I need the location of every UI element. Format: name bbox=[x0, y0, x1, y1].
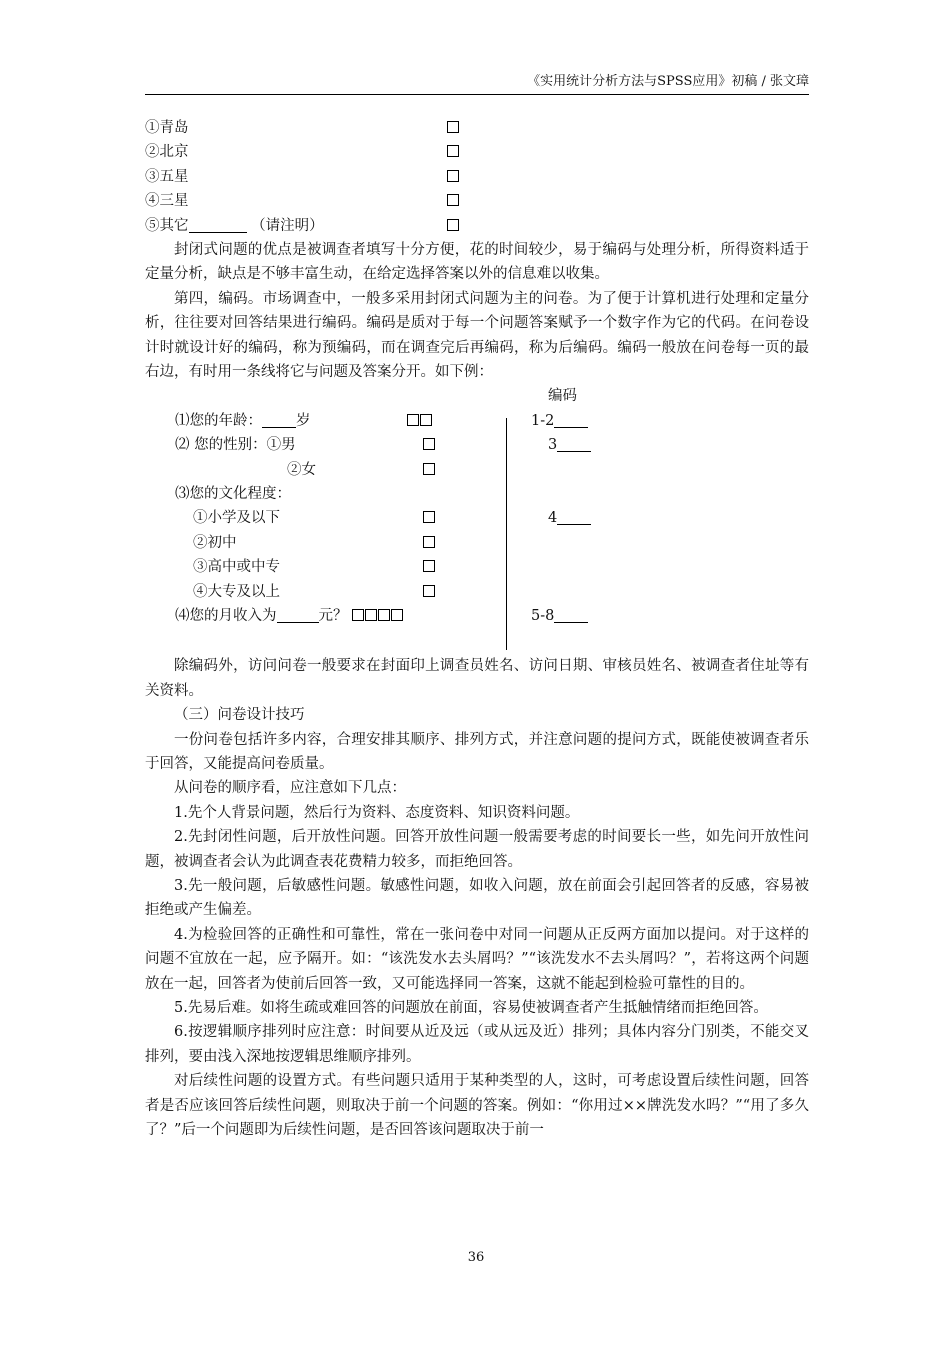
checkbox-icon bbox=[423, 458, 436, 482]
paragraph: 除编码外，访问问卷一般要求在封面印上调查员姓名、访问日期、审核员姓名、被调查者住址等有关资料。 bbox=[145, 658, 809, 699]
list-item: 1.先个人背景问题，然后行为资料、态度资料、知识资料问题。 bbox=[174, 804, 580, 821]
question-option bbox=[145, 458, 809, 482]
checkbox-icon bbox=[447, 165, 460, 189]
option-label: ③高中或中专 bbox=[193, 559, 280, 576]
option-label: ①小学及以下 bbox=[193, 510, 280, 527]
checkbox-icon bbox=[423, 531, 436, 555]
question-option bbox=[145, 580, 809, 604]
question-label: ⑶您的文化程度： bbox=[175, 485, 291, 502]
checkbox-icon bbox=[447, 116, 460, 140]
paragraph: 第四，编码。市场调查中，一般多采用封闭式问题为主的问卷。为了便于计算机进行处理和定量分析，往往要对回答结果进行编码。编码是质对于每一个问题答案赋予一个数字作为它的代码。在问卷设计时就设计好的编码，称为预编码，而在调查完后再编码，称为后编码。编码一般放在问卷每一页的最右边，有时用一条线将它与问题及答案分开。如下例： bbox=[145, 290, 809, 380]
fill-blank bbox=[262, 411, 296, 428]
question-label: ⑴您的年龄： bbox=[175, 412, 262, 429]
question-option bbox=[145, 506, 809, 530]
list-item: 2.先封闭性问题，后开放性问题。回答开放性问题一般需要考虑的时间要长一些，如先问开放性问题，被调查者会认为此调查表花费精力较多，而拒绝回答。 bbox=[145, 829, 809, 870]
list-item: 5.先易后难。如将生疏或难回答的问题放在前面，容易使被调查者产生抵触情绪而拒绝回答。 bbox=[174, 1000, 768, 1017]
checkbox-icon bbox=[423, 433, 436, 457]
list-item: 6.按逻辑顺序排列时应注意：时间要从近及远（或从远及近）排列；具体内容分门别类，不能交叉排列，要由浅入深地按逻辑思维顺序排列。 bbox=[145, 1024, 809, 1065]
code-field: 5-8 bbox=[531, 604, 588, 628]
page-number: 36 bbox=[467, 1250, 485, 1265]
question-education bbox=[145, 482, 809, 506]
question-option bbox=[145, 555, 809, 579]
checkbox-icon bbox=[423, 506, 436, 530]
fill-blank bbox=[277, 606, 319, 623]
checkbox-icon bbox=[423, 580, 436, 604]
option-label: ③五星 bbox=[145, 168, 189, 185]
option-note: （请注明） bbox=[251, 217, 324, 234]
option-item bbox=[145, 116, 809, 140]
checkbox-icon bbox=[447, 189, 460, 213]
list-item: 4.为检验回答的正确性和可靠性，常在一张问卷中对同一问题从正反两方面加以提问。对于这样的问题不宜放在一起，应予隔开。如：“该洗发水去头屑吗？”“该洗发水不去头屑吗？”，若将这两个问题放在一起，回答者为使前后回答一致，又可能选择同一答案，这就不能起到检验可靠性的目的。 bbox=[145, 926, 809, 992]
running-header: 《实用统计分析方法与SPSS应用》初稿 / 张文璋 bbox=[145, 72, 809, 95]
code-field: 3 bbox=[548, 433, 591, 457]
paragraph: 一份问卷包括许多内容，合理安排其顺序、排列方式，并注意问题的提问方式，既能使被调查者乐于回答，又能提高问卷质量。 bbox=[145, 731, 809, 773]
question-unit: 元？ bbox=[318, 607, 348, 624]
section-heading: （三）问卷设计技巧 bbox=[174, 707, 305, 724]
option-item bbox=[145, 140, 809, 164]
option-label: ②女 bbox=[287, 461, 316, 478]
code-field: 1-2 bbox=[531, 409, 588, 433]
checkbox-icon bbox=[447, 140, 460, 164]
option-label: ②初中 bbox=[193, 534, 237, 551]
page-body bbox=[145, 116, 809, 1143]
code-column-header: 编码 bbox=[548, 388, 577, 405]
option-item-other bbox=[145, 214, 809, 238]
checkbox-icon bbox=[447, 214, 460, 238]
paragraph: 封闭式问题的优点是被调查者填写十分方便，花的时间较少，易于编码与处理分析，所得资料适于定量分析，缺点是不够丰富生动，在给定选择答案以外的信息难以收集。 bbox=[145, 241, 809, 283]
paragraph: 对后续性问题的设置方式。有些问题只适用于某种类型的人，这时，可考虑设置后续性问题，回答者是否应该回答后续性问题，则取决于前一个问题的答案。例如：“你用过××牌洗发水吗？”“用了多久了？”后一个问题即为后续性问题，是否回答该问题取决于前一 bbox=[145, 1073, 809, 1139]
option-item bbox=[145, 189, 809, 213]
checkbox-icon bbox=[423, 555, 436, 579]
question-income bbox=[145, 604, 809, 628]
paragraph: 从问卷的顺序看，应注意如下几点： bbox=[174, 780, 406, 797]
code-field: 4 bbox=[548, 506, 591, 530]
coding-example bbox=[145, 384, 809, 654]
option-label: ⑤其它 bbox=[145, 217, 189, 234]
question-label: ⑷您的月收入为 bbox=[175, 607, 277, 624]
question-option bbox=[145, 531, 809, 555]
option-label: ②北京 bbox=[145, 144, 189, 161]
option-label: ④大专及以上 bbox=[193, 583, 280, 600]
option-item bbox=[145, 165, 809, 189]
question-gender bbox=[145, 433, 809, 457]
checkbox-icon bbox=[407, 409, 433, 433]
question-label: ⑵ 您的性别：①男 bbox=[175, 437, 296, 454]
checkbox-icon bbox=[352, 608, 404, 624]
option-label: ①青岛 bbox=[145, 120, 189, 136]
fill-blank bbox=[189, 216, 247, 233]
list-item: 3.先一般问题，后敏感性问题。敏感性问题，如收入问题，放在前面会引起回答者的反感，容易被拒绝或产生偏差。 bbox=[145, 878, 809, 919]
question-age bbox=[145, 409, 809, 433]
option-label: ④三星 bbox=[145, 193, 189, 210]
question-unit: 岁 bbox=[296, 412, 311, 429]
